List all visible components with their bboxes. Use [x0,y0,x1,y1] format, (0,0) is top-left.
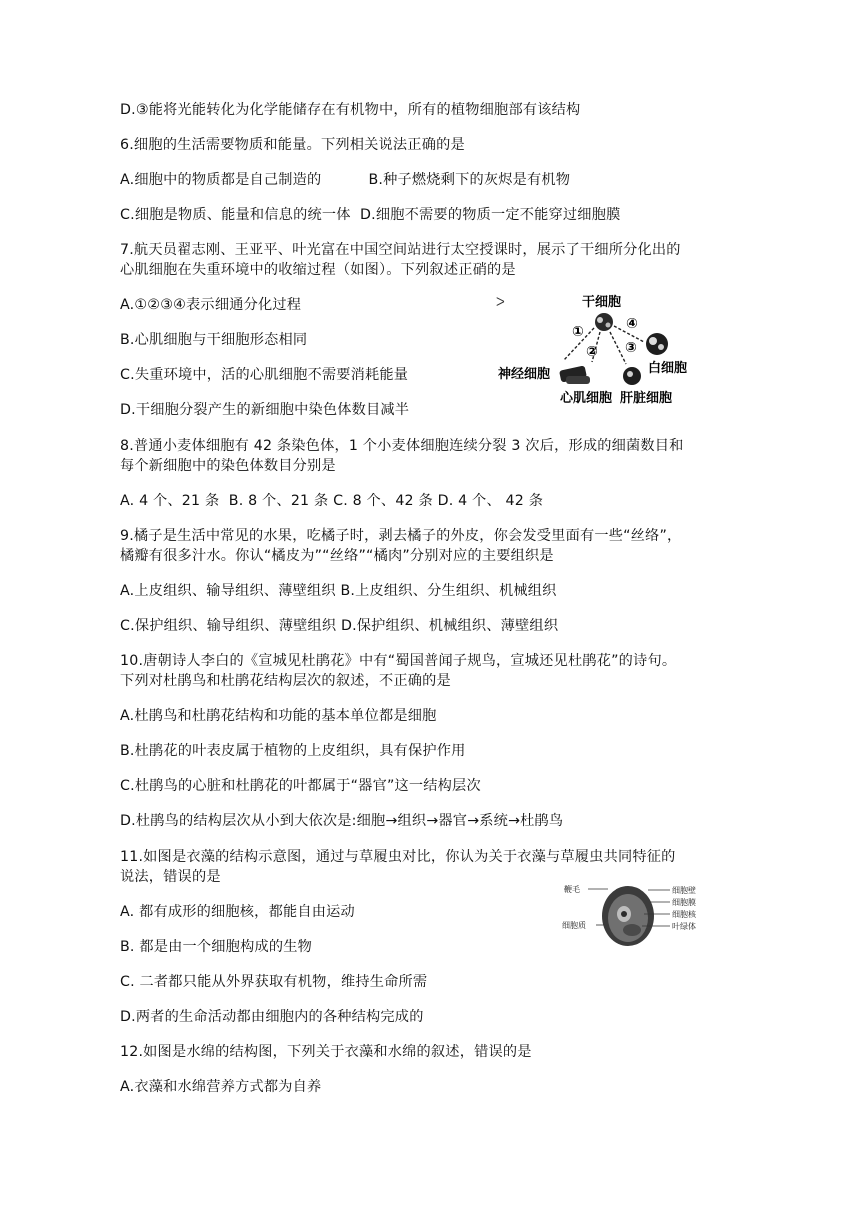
question-7-line2: 心肌细胞在失重环境中的收缩过程（如图）。下列叙述正硝的是 [120,262,516,278]
option-11c: C. 二者都只能从外界获取有机物，维持生命所需 [120,974,428,990]
step-4-label: ④ [626,316,638,332]
option-11b: B. 都是由一个细胞构成的生物 [120,939,313,955]
chloroplast-label: 叶绿体 [672,922,696,931]
question-6: 6.细胞的生活需要物质和能量。下列相关说法正确的是 [120,137,465,153]
white-cell-image [646,333,668,355]
question-8-line2: 每个新细胞中的染色体数目分别是 [120,458,336,474]
stem-cell-figure [492,290,692,412]
option-11d: D.两者的生命活动都由细胞内的各种结构完成的 [120,1009,424,1025]
step-2-label: ② [586,344,598,360]
question-8-line1: 8.普通小麦体细胞有 42 条染色体，1 个小麦体细胞连续分裂 3 次后，形成的细菌数目和 [120,438,684,454]
step-3-label: ③ [625,340,637,356]
liver-cell-label: 肝脏细胞 [620,391,673,406]
chlamydomonas-cell-image [602,886,654,946]
question-11-line1: 11.如图是衣藻的结构示意图，通过与草履虫对比，你认为关于衣藻与草履虫共同特征的 [120,849,676,865]
white-cell-label: 白细胞 [648,361,688,376]
heart-cell-label: 心肌细胞 [560,391,613,406]
question-12: 12.如图是水绵的结构图，下列关于衣藻和水绵的叙述，错误的是 [120,1044,532,1060]
option-7a: A.①②③④表示细通分化过程 [120,297,302,313]
options-6cd: C.细胞是物质、能量和信息的统一体 D.细胞不需要的物质一定不能穿过细胞膜 [120,207,621,223]
question-9-line1: 9.橘子是生活中常见的水果，吃橘子时，剥去橘子的外皮，你会发受里面有一些“丝络”， [120,528,682,544]
question-10-line2: 下列对杜鹃鸟和杜鹃花结构层次的叙述，不正确的是 [120,673,451,689]
question-11-line2: 说法，错误的是 [120,869,221,885]
question-10-line1: 10.唐朝诗人李白的《宣城见杜鹃花》中有“蜀国普闻子规鸟，宣城还见杜鹃花”的诗句。 [120,653,677,669]
option-10b: B.杜鹃花的叶表皮属于植物的上皮组织，具有保护作用 [120,743,466,759]
option-7c: C.失重环境中，活的心肌细胞不需要消耗能量 [120,367,409,383]
option-5d: D.③能将光能转化为化学能储存在有机物中，所有的植物细胞部有该结构 [120,102,581,118]
option-10a: A.杜鹃鸟和杜鹃花结构和功能的基本单位都是细胞 [120,708,437,724]
option-10c: C.杜鹃鸟的心脏和杜鹃花的叶都属于“器官”这一结构层次 [120,778,481,794]
option-7b: B.心肌细胞与干细胞形态相同 [120,332,308,348]
cell-membrane-label: 细胞膜 [672,898,696,907]
options-6ab: A.细胞中的物质都是自己制造的 B.种子燃烧剩下的灰烬是有机物 [120,172,571,188]
stem-cell-label: 干细胞 [582,295,622,310]
options-9cd: C.保护组织、输导组织、薄壁组织 D.保护组织、机械组织、薄壁组织 [120,618,559,634]
option-12a: A.衣藻和水绵营养方式都为自养 [120,1079,322,1095]
cell-wall-label: 细胞壁 [672,886,696,895]
flagella-label: 鞭毛 [564,885,580,894]
nucleus-label: 细胞核 [672,910,696,919]
figure-corner-mark: ᐳ [496,295,505,309]
step-1-label: ① [572,324,584,340]
nerve-cell-label: 神经细胞 [498,367,551,382]
options-9ab: A.上皮组织、输导组织、薄壁组织 B.上皮组织、分生组织、机械组织 [120,583,557,599]
chlamydomonas-figure [560,880,720,952]
liver-cell-image [623,367,641,385]
question-7-line1: 7.航天员翟志刚、王亚平、叶光富在中国空间站进行太空授课时，展示了干细所分化出的 [120,242,681,258]
option-10d: D.杜鹃鸟的结构层次从小到大依次是:细胞→组织→器官→系统→杜鹃鸟 [120,813,564,829]
options-8: A. 4 个、21 条 B. 8 个、21 条 C. 8 个、42 条 D. 4 个、 42 条 [120,493,544,509]
stem-cell-image [595,313,613,331]
option-7d: D.干细胞分裂产生的新细胞中染色体数目减半 [120,402,410,418]
question-9-line2: 橘瓣有很多汁水。你认“橘皮为”“丝络”“橘肉”分别对应的主要组织是 [120,548,554,564]
option-11a: A. 都有成形的细胞核，都能自由运动 [120,904,355,920]
cytoplasm-label: 细胞质 [562,921,586,930]
